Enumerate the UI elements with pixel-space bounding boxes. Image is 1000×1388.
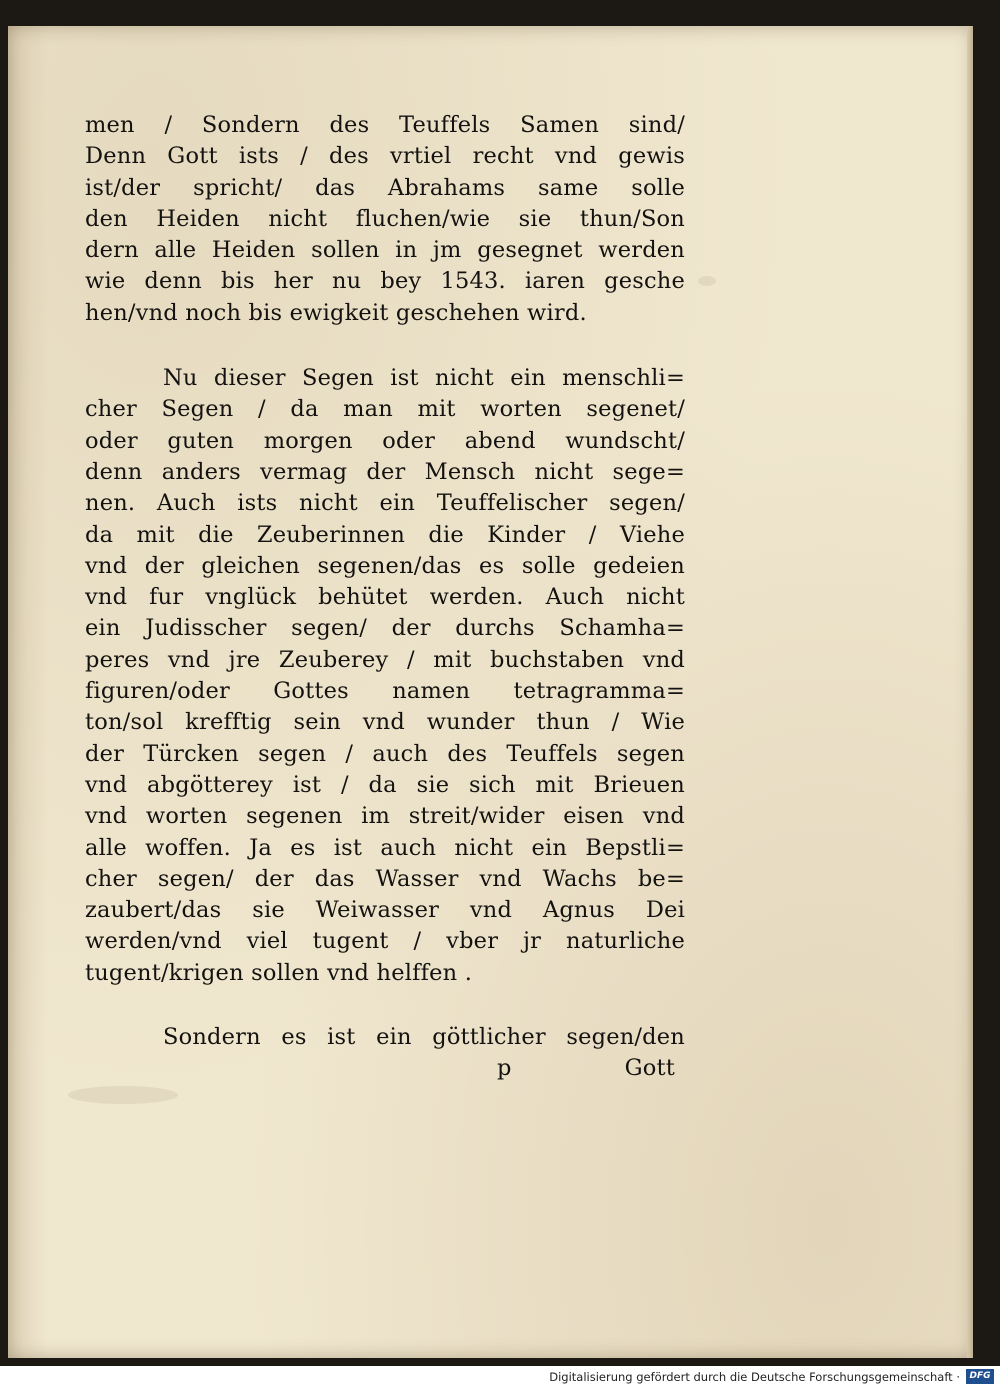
text-line: oder guten morgen oder abend wundscht/ [85, 427, 685, 454]
ink-speck [698, 276, 716, 286]
text-line: wie denn bis her nu bey 1543. iaren gesche [85, 268, 685, 295]
text-line: hen/vnd noch bis ewigkeit geschehen wird. [85, 299, 587, 326]
text-line: ton/sol krefftig sein vnd wunder thun / Wie [85, 709, 685, 736]
text-line: ist/der spricht/ das Abrahams same solle [85, 174, 685, 201]
text-line: Denn Gott ists / des vrtiel recht vnd gewis [85, 143, 685, 170]
paragraph-1 [85, 110, 685, 329]
text-line: den Heiden nicht fluchen/wie sie thun/Son [85, 205, 685, 232]
text-line: figuren/oder Gottes namen tetragramma= [85, 678, 685, 705]
text-line: cher Segen / da man mit worten segenet/ [85, 396, 685, 423]
text-line: men / Sondern des Teuffels Samen sind/ [85, 112, 685, 138]
page-foot-marks [85, 1053, 685, 1084]
page-edge [967, 26, 973, 1358]
digitization-footer [0, 1366, 1000, 1388]
signature-mark: p [497, 1055, 512, 1082]
text-line: tugent/krigen sollen vnd helffen . [85, 959, 473, 986]
paragraph-3 [85, 1022, 685, 1053]
paper-stain [68, 1086, 178, 1104]
text-line: cher segen/ der das Wasser vnd Wachs be= [85, 865, 685, 892]
text-line: ein Judisscher segen/ der durchs Schamha= [85, 615, 685, 642]
footer-credit: Digitalisierung gefördert durch die Deutsche Forschungsgemeinschaft · [549, 1370, 960, 1384]
book-page [8, 26, 973, 1358]
text-line: vnd fur vnglück behütet werden. Auch nicht [85, 584, 685, 611]
text-line: Sondern es ist ein göttlicher segen/den [163, 1024, 685, 1051]
catchword: Gott [624, 1055, 675, 1082]
paragraph-2 [85, 363, 685, 989]
text-line: alle woffen. Ja es ist auch nicht ein Bepstli= [85, 834, 685, 861]
text-line: dern alle Heiden sollen in jm gesegnet werden [85, 237, 685, 264]
text-line: vnd abgötterey ist / da sie sich mit Brieuen [85, 771, 685, 798]
text-line: peres vnd jre Zeuberey / mit buchstaben vnd [85, 646, 685, 673]
text-line: zaubert/das sie Weiwasser vnd Agnus Dei [85, 897, 685, 924]
text-line: vnd worten segenen im streit/wider eisen vnd [85, 803, 685, 830]
text-line: werden/vnd viel tugent / vber jr naturliche [85, 928, 685, 955]
text-line: denn anders vermag der Mensch nicht sege= [85, 458, 685, 485]
text-line: nen. Auch ists nicht ein Teuffelischer segen/ [85, 490, 685, 517]
page-text [85, 110, 685, 1084]
text-line: Nu dieser Segen ist nicht ein menschli= [163, 365, 685, 392]
text-line: da mit die Zeuberinnen die Kinder / Viehe [85, 521, 685, 548]
text-line: der Türcken segen / auch des Teuffels segen [85, 740, 685, 767]
dfg-logo: DFG [966, 1369, 994, 1384]
text-line: vnd der gleichen segenen/das es solle gedeien [85, 552, 685, 579]
